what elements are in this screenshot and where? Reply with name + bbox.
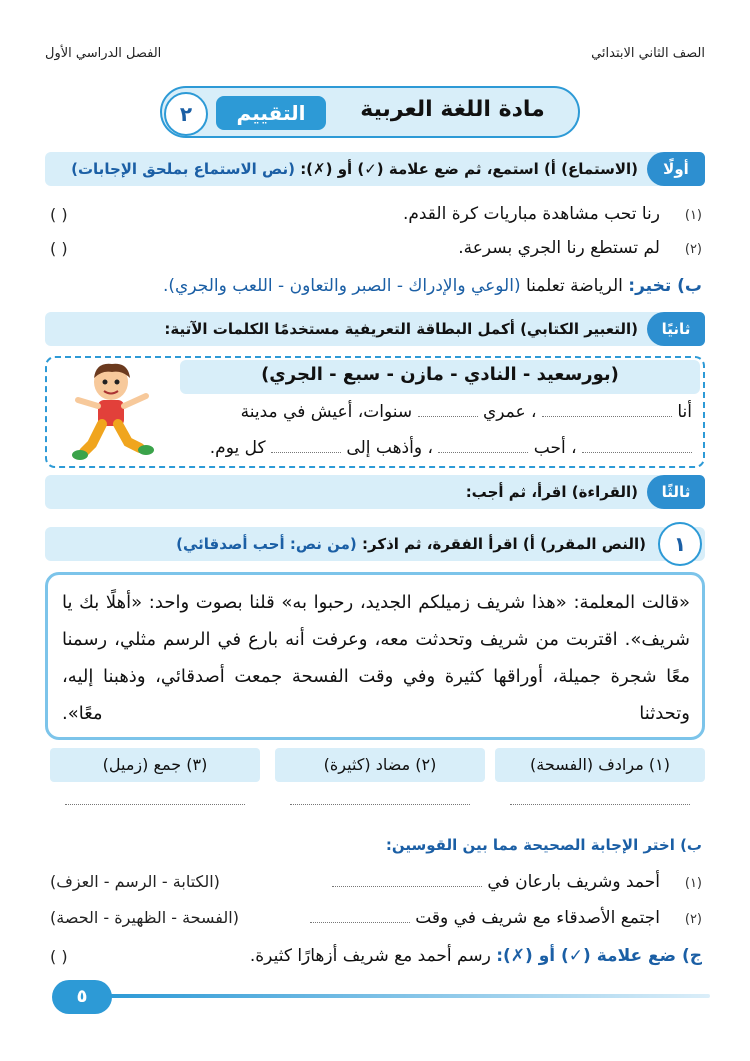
- answer-box[interactable]: ( ): [50, 205, 68, 224]
- choice-statement-text: اجتمع الأصدقاء مع شريف في وقت: [415, 908, 660, 928]
- question1-number: ١: [658, 522, 702, 566]
- choice-blank[interactable]: [332, 873, 482, 887]
- section2-badge: ثانيًا: [647, 312, 705, 346]
- subject-title: مادة اللغة العربية: [360, 97, 545, 122]
- tick-row: [250, 946, 702, 966]
- name-blank[interactable]: [542, 403, 672, 417]
- running-boy-illustration: [56, 360, 166, 464]
- section1-note: (نص الاستماع بملحق الإجابات): [71, 160, 295, 178]
- section3-heading: (القراءة) اقرأ، ثم أجب:: [465, 483, 638, 501]
- card-every: كل يوم.: [209, 438, 266, 458]
- card-age: ، عمري: [482, 402, 537, 422]
- city-blank[interactable]: [582, 439, 692, 453]
- question1-heading-text: (النص المقرر) أ) اقرأ الفقرة، ثم اذكر:: [362, 535, 646, 553]
- footer-line: [110, 994, 710, 998]
- grade-label: الصف الثاني الابتدائي: [591, 46, 705, 61]
- card-line-1: [241, 402, 692, 422]
- card-love: ، أحب: [533, 438, 577, 458]
- section1-heading-text: (الاستماع) أ) استمع، ثم ضع علامة (✓) أو (✗):: [300, 160, 638, 178]
- item-index: (١): [684, 876, 702, 891]
- answer-box[interactable]: ( ): [50, 947, 68, 966]
- card-ana: أنا: [677, 402, 692, 422]
- section2-heading: (التعبير الكتابي) أكمل البطاقة التعريفية مستخدمًا الكلمات الآتية:: [164, 320, 638, 338]
- term-label: الفصل الدراسي الأول: [45, 46, 162, 61]
- question1-source: (من نص: أحب أصدقائي): [176, 535, 357, 553]
- section1-badge: أولًا: [647, 152, 705, 186]
- choose-label: ب) تخير:: [628, 276, 702, 296]
- tick-statement: رسم أحمد مع شريف أزهارًا كثيرة.: [249, 946, 491, 966]
- vocab-question: (٢) مضاد (كثيرة): [275, 748, 485, 782]
- card-years: سنوات، أعيش في مدينة: [240, 402, 413, 422]
- choose-options[interactable]: (الوعي والإدراك - الصبر والتعاون - اللعب والجري).: [163, 276, 521, 296]
- choice-options[interactable]: (الفسحة - الظهيرة - الحصة): [50, 908, 239, 927]
- vocab-question: (٣) جمع (زميل): [50, 748, 260, 782]
- evaluation-number: ٢: [164, 92, 208, 136]
- section3-badge: ثالثًا: [647, 475, 705, 509]
- age-blank[interactable]: [418, 403, 478, 417]
- card-line-2: [210, 438, 692, 458]
- choose-heading: ب) اختر الإجابة الصحيحة مما بين القوسين:: [385, 836, 702, 854]
- choice-statement: [332, 872, 660, 892]
- choice-options[interactable]: (الكتابة - الرسم - العزف): [50, 872, 220, 891]
- card-go: ، وأذهب إلى: [346, 438, 433, 458]
- answer-box[interactable]: ( ): [50, 239, 68, 258]
- section1-heading: [71, 152, 638, 186]
- evaluation-label: التقييم: [216, 96, 326, 130]
- word-bank: (بورسعيد - النادي - مازن - سبع - الجري): [261, 364, 619, 385]
- choice-blank[interactable]: [310, 909, 410, 923]
- listening-statement: رنا تحب مشاهدة مباريات كرة القدم.: [402, 204, 660, 224]
- choose-text: الرياضة تعلمنا: [526, 276, 623, 296]
- vocab-answer-line[interactable]: [290, 804, 470, 805]
- item-index: (١): [684, 208, 702, 223]
- choice-statement-text: أحمد وشريف بارعان في: [487, 872, 660, 892]
- choice-statement: [310, 908, 660, 928]
- reading-passage: «قالت المعلمة: «هذا شريف زميلكم الجديد، رحبوا به» قلنا بصوت واحد: «أهلًا بك يا شريف». اقتربت من شريف وتحدثت معه، وعرفت أنه بارع في الرسم مثلي، رسمنا معًا شجرة جميلة، أوراقها كثيرة وفي وقت الفسحة جمعت أصدقائي، وذهبنا إليه، وتحدثنا معًا».: [62, 592, 690, 724]
- page-number: ٥: [52, 980, 112, 1014]
- place-blank[interactable]: [271, 439, 341, 453]
- hobby-blank[interactable]: [438, 439, 528, 453]
- vocab-question: (١) مرادف (الفسحة): [495, 748, 705, 782]
- listening-statement: لم تستطع رنا الجري بسرعة.: [458, 238, 660, 258]
- question1-heading: [176, 527, 646, 561]
- vocab-answer-line[interactable]: [510, 804, 690, 805]
- choose-row: [163, 276, 702, 296]
- tick-label: ج) ضع علامة (✓) أو (✗):: [496, 946, 702, 966]
- vocab-answer-line[interactable]: [65, 804, 245, 805]
- item-index: (٢): [684, 242, 702, 257]
- item-index: (٢): [684, 912, 702, 927]
